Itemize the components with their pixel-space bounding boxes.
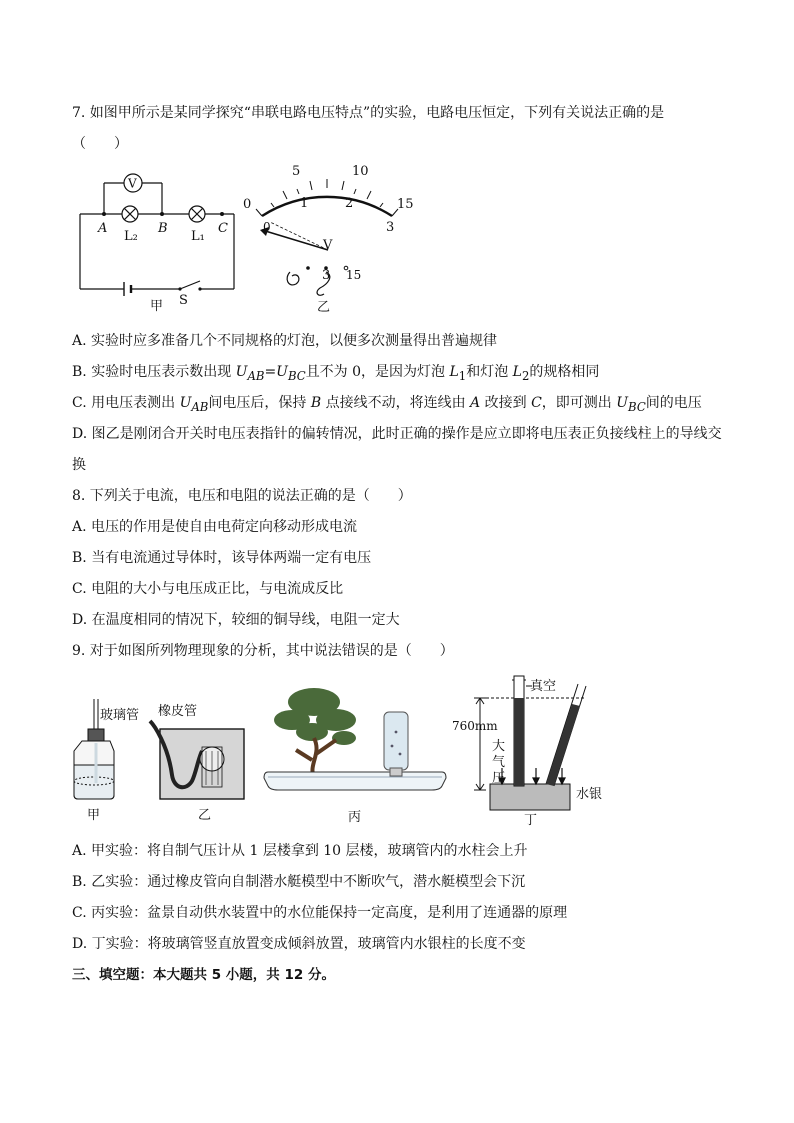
point-c-label: C (218, 221, 228, 236)
glass-tube-label: 玻璃管 (100, 708, 140, 723)
rubber-hose-label: 橡皮管 (158, 704, 198, 719)
q7-stem: 7. 如图甲所示是某同学探究“串联电路电压特点”的实验，电路电压恒定，下列有关说法正确的是 (72, 105, 665, 121)
scale-bottom-3: 3 (386, 220, 395, 235)
switch-label: S (179, 293, 188, 308)
figure-yi-caption-q9: 乙 (198, 808, 212, 823)
q9-option-d: D. 丁实验：将玻璃管竖直放置变成倾斜放置，玻璃管内水银柱的长度不变 (72, 936, 526, 952)
figure-jia-caption-q9: 甲 (87, 808, 101, 823)
scale-top-5: 5 (292, 164, 301, 179)
q7-option-d-line2: 换 (72, 457, 86, 473)
inverted-bottle-icon (384, 712, 408, 770)
lamp-l1-label: L₁ (191, 229, 205, 244)
q9-figure-jia-barometer (70, 695, 150, 825)
q7-option-d-line1: D. 图乙是刚闭合开关时电压表指针的偏转情况，此时正确的操作是应立即将电压表正负接线柱上的导线交 (72, 426, 722, 442)
q9-option-c: C. 丙实验：盆景自动供水装置中的水位能保持一定高度，是利用了连通器的原理 (72, 905, 568, 921)
figure-yi-caption: 乙 (317, 300, 331, 315)
dial-unit-label: V (323, 238, 333, 253)
lamp-l2-label: L₂ (124, 229, 138, 244)
q7-option-a: A. 实验时应多准备几个不同规格的灯泡，以便多次测量得出普遍规律 (72, 333, 498, 349)
q9-figure-ding-torricelli (452, 672, 610, 828)
atmospheric-pressure-label-1: 大 (492, 739, 506, 754)
scale-bottom-0: 0 (263, 220, 271, 234)
q8-stem: 8. 下列关于电流，电压和电阻的说法正确的是（ ） (72, 488, 412, 504)
q9-option-a: A. 甲实验：将自制气压计从 1 层楼拿到 10 层楼，玻璃管内的水柱会上升 (72, 843, 528, 859)
figure-ding-caption: 丁 (524, 813, 538, 828)
scale-top-10: 10 (352, 164, 369, 179)
voltmeter-label: V (128, 176, 137, 191)
q8-option-c: C. 电阻的大小与电压成正比，与电流成反比 (72, 581, 344, 597)
height-760mm-label: 760mm (452, 719, 498, 733)
scale-bottom-2: 2 (345, 196, 354, 211)
mercury-label: 水银 (576, 787, 603, 802)
q8-option-d: D. 在温度相同的情况下，较细的铜导线，电阻一定大 (72, 612, 400, 628)
dial-scale-arc (262, 197, 392, 216)
vacuum-label: 真空 (530, 679, 557, 694)
scale-bottom-1: 1 (300, 196, 309, 211)
figure-bing-caption: 丙 (348, 810, 362, 825)
q7-option-c: C. 用电压表测出 $U_{AB}$间电压后，保持 B 点接线不动，将连线由 A 改接到 C，即可测出 $U_{BC}$间的电压 (72, 395, 702, 414)
q9-figure-yi-submarine (150, 695, 250, 825)
scale-top-0: 0 (243, 197, 252, 212)
q7-option-b: B. 实验时电压表示数出现 $U_{AB}=U_{BC}$且不为 0，是因为灯泡 $L_1$和灯泡 $L_2$的规格相同 (72, 364, 600, 383)
figure-jia-caption: 甲 (150, 299, 164, 314)
point-b-label: B (158, 221, 168, 236)
q9-stem: 9. 对于如图所列物理现象的分析，其中说法错误的是（ ） (72, 643, 454, 659)
q7-voltmeter-dial-figure (240, 160, 420, 315)
atmospheric-pressure-label-2: 气 (492, 755, 506, 770)
q7-circuit-figure (72, 162, 242, 312)
mercury-dish-icon (490, 784, 570, 810)
bonsai-tree-icon (274, 688, 356, 745)
dial-pointer (262, 230, 328, 250)
terminal-wire-left (287, 272, 299, 285)
q8-option-a: A. 电压的作用是使自由电荷定向移动形成电流 (72, 519, 358, 535)
q9-option-b: B. 乙实验：通过橡皮管向自制潜水艇模型中不断吹气，潜水艇模型会下沉 (72, 874, 526, 890)
section-3-heading: 三、填空题：本大题共 5 小题，共 12 分。 (72, 967, 335, 983)
point-a-label: A (98, 221, 108, 236)
terminal-15-label: 15 (346, 268, 362, 282)
switch-icon (180, 281, 200, 289)
terminal-3-label: 3 (322, 268, 331, 283)
scale-top-15: 15 (397, 197, 414, 212)
q7-answer-blank: （ ） (72, 136, 128, 152)
q9-figure-bing-bonsai (262, 680, 452, 828)
atmospheric-pressure-label-3: 压 (492, 771, 506, 786)
q8-option-b: B. 当有电流通过导体时，该导体两端一定有电压 (72, 550, 372, 566)
